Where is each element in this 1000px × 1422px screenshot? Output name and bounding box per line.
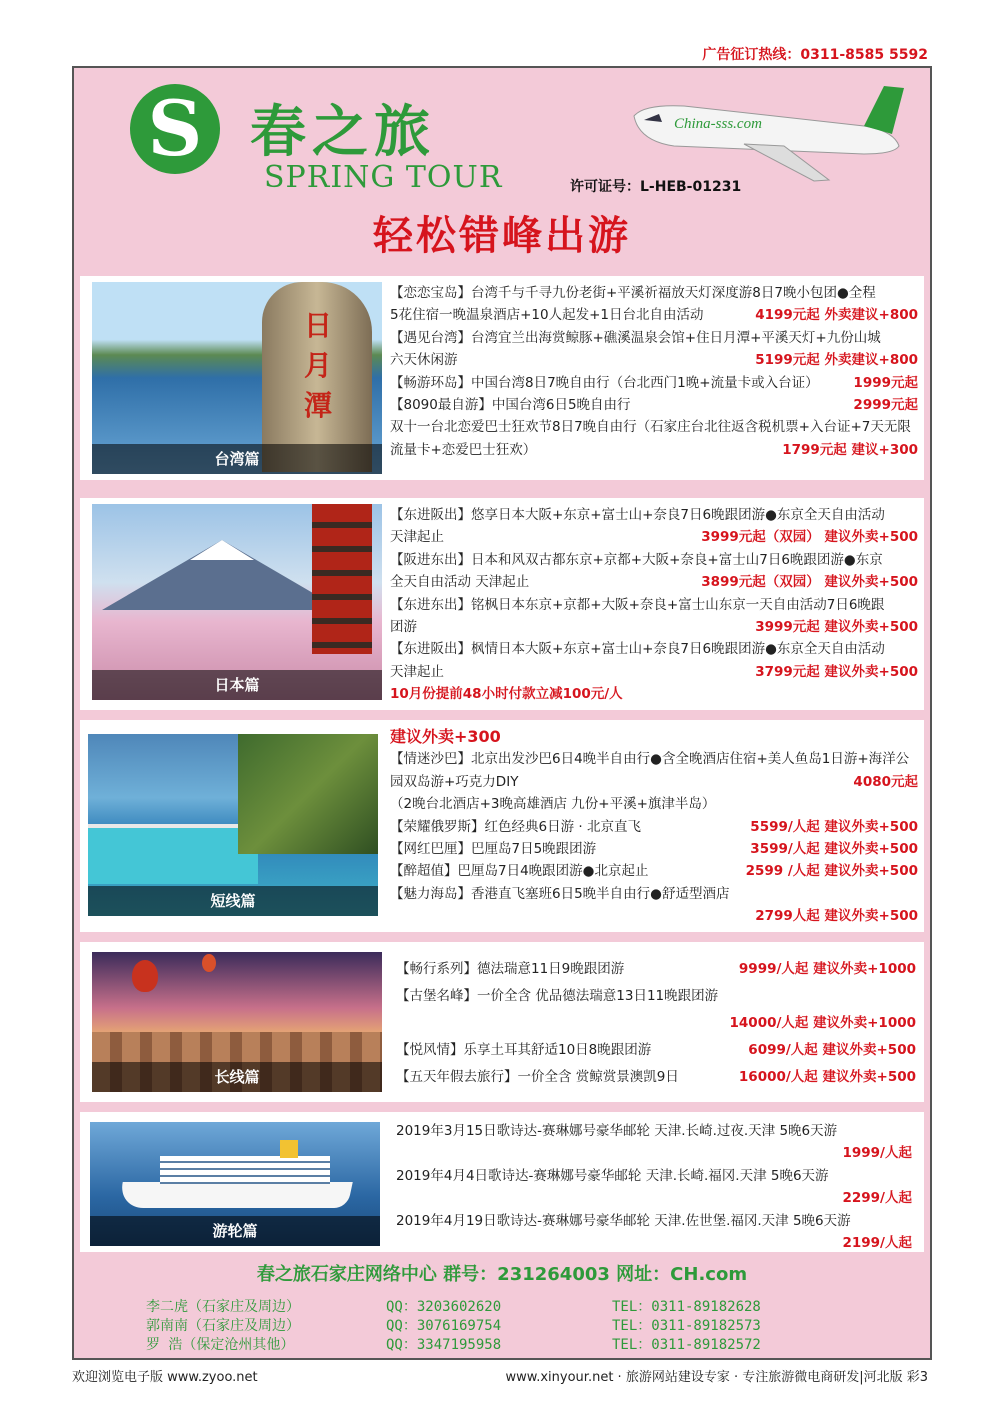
list-item [396,1142,912,1164]
item-price: 3799元起 建议外卖+500 [755,663,918,680]
contact-qq: QQ：3347195958 [386,1337,502,1353]
taiwan-caption: 台湾篇 [92,444,382,474]
long-haul-photo [92,952,382,1092]
item-price: 5199元起 外卖建议+800 [755,352,918,369]
item-text: 【古堡名峰】一价全含 优品德法瑞意13日11晚跟团游 [396,988,719,1004]
list-item [396,1120,912,1142]
section-cruise [80,1112,924,1252]
item-price: 2999元起 [853,396,918,413]
item-text: 【恋恋宝岛】台湾千与千寻九份老街+平溪祈福放天灯深度游8日7晚小包团●全程 [390,285,876,301]
item-text: 六天休闲游 [390,352,458,369]
item-text: 园双岛游+巧克力DIY [390,773,519,790]
list-item [390,526,918,548]
list-item [390,372,918,394]
stone-inscription: 日月潭 [304,309,333,422]
infinity-pool [88,824,258,884]
list-item [396,1232,912,1254]
list-item [390,394,918,416]
section-short-haul [80,720,924,932]
item-text: 2019年4月4日歌诗达-赛琳娜号豪华邮轮 天津.长崎.福冈.天津 5晚6天游 [396,1167,829,1184]
item-text: 【醉超值】巴厘岛7日4晚跟团游●北京起止 [390,863,649,880]
long-haul-itineraries [396,956,916,1091]
item-text: 全天自由活动 天津起止 [390,574,530,591]
list-item [390,327,918,349]
contact-tel: TEL：0311-89182573 [612,1318,761,1334]
item-price: 6099/人起 建议外卖+500 [748,1042,916,1058]
item-text: （2晚台北酒店+3晚高雄酒店 九份+平溪+旗津半岛） [390,796,716,813]
item-text: 【五天年假去旅行】一价全含 赏鲸赏景澳凯9日 [396,1069,679,1085]
list-item [396,1165,912,1187]
contact-list [146,1298,866,1355]
item-text: 【8090最自游】中国台湾6日5晚自由行 [390,396,631,413]
cruise-ship-funnel [280,1140,298,1158]
item-text: 【遇见台湾】台湾宜兰出海赏鲸豚+礁溪温泉会馆+住日月潭+平溪天灯+九份山城 [390,329,881,346]
item-price: 2799人起 建议外卖+500 [755,908,918,925]
list-item [396,1064,916,1091]
item-price: 2599 /人起 建议外卖+500 [745,863,918,880]
item-text: 天津起止 [390,529,444,546]
item-text: 【情迷沙巴】北京出发沙巴6日4晚半自由行●含全晚酒店住宿+美人鱼岛1日游+海洋公 [390,751,910,768]
ad-hotline: 广告征订热线：0311-8585 5592 [702,47,928,63]
cliff-greenery [238,734,378,854]
item-price: 2299/人起 [842,1190,912,1207]
list-item [396,983,916,1010]
list-item [390,349,918,371]
list-item [390,748,918,770]
plane-livery: China-sss.com [674,116,762,132]
footer-left: 欢迎浏览电子版 www.zyoo.net [72,1370,258,1385]
item-text: 【荣耀俄罗斯】红色经典6日游 · 北京直飞 [390,818,641,835]
advert-frame [72,66,932,1360]
contact-tel: TEL：0311-89182628 [612,1299,761,1315]
cruise-caption: 游轮篇 [90,1216,380,1246]
item-price: 1999元起 [853,374,918,391]
contact-name: 罗 浩（保定沧州其他） [146,1337,295,1353]
item-price: 5599/人起 建议外卖+500 [750,818,918,835]
item-text: 团游 [390,618,417,635]
item-text: 流量卡+恋爱巴士狂欢） [390,441,537,458]
brand-name-cn: 春之旅 [250,99,436,165]
hot-air-balloon [132,960,158,992]
japan-caption: 日本篇 [92,670,382,700]
list-item [390,883,918,905]
brand-name-en: SPRING TOUR [264,160,503,195]
contact-row [146,1317,866,1336]
list-item [396,956,916,983]
footer-right: www.xinyour.net · 旅游网站建设专家 · 专注旅游微电商研发|河北版 彩3 [505,1370,928,1385]
list-item [390,816,918,838]
list-item [396,1010,916,1037]
airplane-icon [614,76,914,186]
section-taiwan [80,276,924,480]
contact-qq: QQ：3076169754 [386,1318,502,1334]
pagoda [312,504,372,654]
item-text: 【东进阪出】悠享日本大阪+东京+富士山+奈良7日6晚跟团游●东京全天自由活动 [390,507,885,523]
list-item [390,860,918,882]
list-item [390,304,918,326]
logo-icon: S [130,84,220,174]
item-text: 【网红巴厘】巴厘岛7日5晚跟团游 [390,840,597,857]
list-item [390,439,918,461]
header [74,68,930,198]
list-item [390,594,918,616]
list-item [390,661,918,683]
item-text: 【畅行系列】德法瑞意11日9晚跟团游 [396,961,625,977]
list-item [390,638,918,660]
item-price: 4199元起 外卖建议+800 [755,307,918,324]
japan-photo [92,504,382,700]
contact-name: 郭南南（石家庄及周边） [146,1318,300,1334]
list-item [390,282,918,304]
fuji-snowcap [190,540,254,560]
item-text: 5花住宿一晚温泉酒店+10人起发+1日台北自由活动 [390,307,704,324]
list-item [396,1210,912,1232]
cruise-photo [90,1122,380,1246]
item-price: 4080元起 [853,773,918,790]
item-text: 【悦风情】乐享土耳其舒适10日8晚跟团游 [396,1042,652,1058]
item-text: 【畅游环岛】中国台湾8日7晚自由行（台北西门1晚+流量卡或入台证） [390,374,819,391]
item-price: 1999/人起 [842,1145,912,1162]
section-japan [80,498,924,710]
list-item [390,793,918,815]
short-haul-itineraries [390,726,918,928]
list-item [390,416,918,438]
taiwan-photo [92,282,382,474]
cruise-ship-hull [117,1182,353,1208]
long-haul-caption: 长线篇 [92,1062,382,1092]
contact-row [146,1336,866,1355]
hot-air-balloon [202,954,216,972]
contact-qq: QQ：3203602620 [386,1299,502,1315]
item-price: 1799元起 建议+300 [782,441,918,458]
section-long-haul [80,942,924,1102]
japan-itineraries [390,504,918,706]
item-price: 16000/人起 建议外卖+500 [738,1069,916,1085]
page-title: 轻松错峰出游 [373,213,631,259]
list-item [390,771,918,793]
short-haul-photo [88,734,378,916]
item-text: 2019年3月15日歌诗达-赛琳娜号豪华邮轮 天津.长崎.过夜.天津 5晚6天游 [396,1123,838,1139]
item-text: 【东进阪出】枫情日本大阪+东京+富士山+奈良7日6晚跟团游●东京全天自由活动 [390,641,885,658]
taiwan-itineraries [390,282,918,461]
suggested-markup: 建议外卖+300 [390,727,501,746]
license-number: 许可证号：L-HEB-01231 [570,179,742,195]
item-text: 天津起止 [390,663,444,680]
short-haul-caption: 短线篇 [88,886,378,916]
item-price: 14000/人起 建议外卖+1000 [729,1015,916,1031]
promo-note: 10月份提前48小时付款立减100元/人 [390,686,623,703]
item-price: 3999元起 建议外卖+500 [755,618,918,635]
item-price: 3899元起（双园） 建议外卖+500 [701,574,918,591]
list-item [390,504,918,526]
item-price: 2199/人起 [842,1234,912,1251]
list-item [390,571,918,593]
item-text: 【东进东出】铭枫日本东京+京都+大阪+奈良+富士山东京一天自由活动7日6晚跟 [390,596,885,613]
cruise-itineraries [396,1120,912,1254]
contact-tel: TEL：0311-89182572 [612,1337,761,1353]
item-price: 9999/人起 建议外卖+1000 [738,961,916,977]
list-item [396,1187,912,1209]
item-price: 3599/人起 建议外卖+500 [750,840,918,857]
item-text: 2019年4月19日歌诗达-赛琳娜号豪华邮轮 天津.佐世堡.福冈.天津 5晚6天游 [396,1212,851,1229]
list-item [390,905,918,927]
list-item [390,549,918,571]
list-item [390,616,918,638]
contact-headline: 春之旅石家庄网络中心 群号：231264003 网址：CH.com [256,1264,748,1285]
contact-name: 李二虎（石家庄及周边） [146,1299,300,1315]
item-text: 【阪进东出】日本和风双古都东京+京都+大阪+奈良+富士山7日6晚跟团游●东京 [390,551,883,568]
cruise-ship-decks [160,1156,330,1184]
list-item [390,838,918,860]
item-price: 3999元起（双园） 建议外卖+500 [701,529,918,546]
item-text: 双十一台北恋爱巴士狂欢节8日7晚自由行（石家庄台北往返含税机票+入台证+7天无限 [390,419,911,436]
item-text: 【魅力海岛】香港直飞塞班6日5晚半自由行●舒适型酒店 [390,885,730,902]
list-item [396,1037,916,1064]
contact-row [146,1298,866,1317]
